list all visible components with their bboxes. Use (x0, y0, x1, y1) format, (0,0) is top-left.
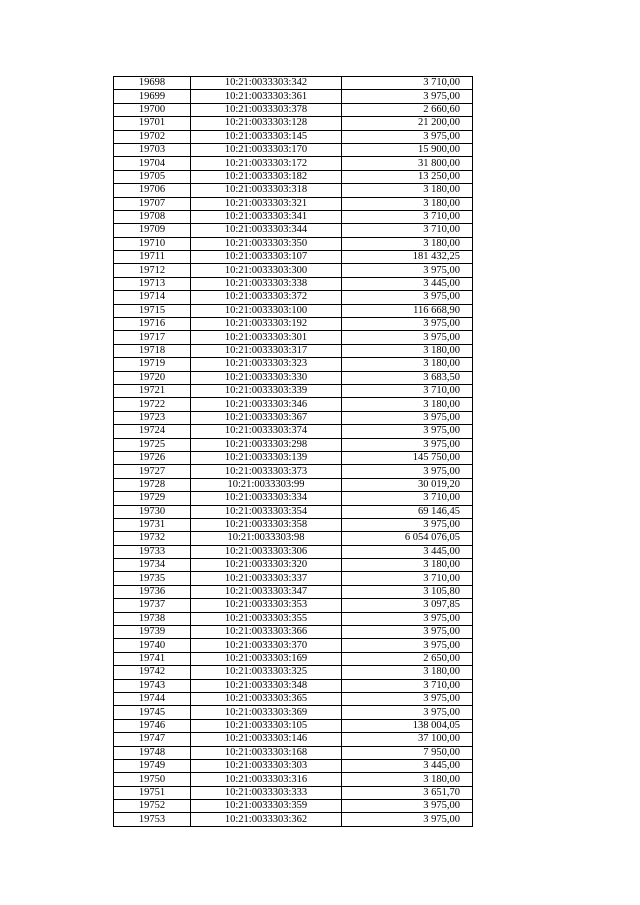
value-cell: 21 200,00 (342, 117, 473, 130)
row-number-cell: 19738 (114, 612, 191, 625)
table-row (114, 652, 473, 665)
table-row (114, 371, 473, 384)
cadastral-number-cell: 10:21:0033303:341 (191, 210, 342, 223)
row-number-cell: 19747 (114, 733, 191, 746)
cadastral-number-cell: 10:21:0033303:316 (191, 773, 342, 786)
row-number-cell: 19699 (114, 90, 191, 103)
table-row (114, 639, 473, 652)
table-row (114, 478, 473, 491)
table-row (114, 331, 473, 344)
row-number-cell: 19731 (114, 518, 191, 531)
row-number-cell: 19726 (114, 451, 191, 464)
cadastral-number-cell: 10:21:0033303:334 (191, 492, 342, 505)
value-cell: 3 710,00 (342, 492, 473, 505)
value-cell: 15 900,00 (342, 143, 473, 156)
table-row (114, 733, 473, 746)
cadastral-number-cell: 10:21:0033303:374 (191, 425, 342, 438)
value-cell: 3 975,00 (342, 800, 473, 813)
row-number-cell: 19718 (114, 344, 191, 357)
cadastral-number-cell: 10:21:0033303:354 (191, 505, 342, 518)
cadastral-number-cell: 10:21:0033303:169 (191, 652, 342, 665)
table-body (114, 77, 473, 827)
row-number-cell: 19742 (114, 666, 191, 679)
row-number-cell: 19702 (114, 130, 191, 143)
value-cell: 3 975,00 (342, 465, 473, 478)
row-number-cell: 19740 (114, 639, 191, 652)
value-cell: 3 975,00 (342, 518, 473, 531)
value-cell: 138 004,05 (342, 719, 473, 732)
row-number-cell: 19734 (114, 559, 191, 572)
row-number-cell: 19716 (114, 318, 191, 331)
row-number-cell: 19749 (114, 759, 191, 772)
table-row (114, 384, 473, 397)
cadastral-number-cell: 10:21:0033303:346 (191, 398, 342, 411)
table-row (114, 773, 473, 786)
table-row (114, 170, 473, 183)
row-number-cell: 19750 (114, 773, 191, 786)
row-number-cell: 19719 (114, 358, 191, 371)
table-row (114, 626, 473, 639)
cadastral-number-cell: 10:21:0033303:128 (191, 117, 342, 130)
cadastral-number-cell: 10:21:0033303:378 (191, 103, 342, 116)
table-row (114, 251, 473, 264)
row-number-cell: 19739 (114, 626, 191, 639)
row-number-cell: 19730 (114, 505, 191, 518)
cadastral-number-cell: 10:21:0033303:342 (191, 77, 342, 90)
value-cell: 3 180,00 (342, 773, 473, 786)
value-cell: 69 146,45 (342, 505, 473, 518)
table-row (114, 237, 473, 250)
cadastral-number-cell: 10:21:0033303:168 (191, 746, 342, 759)
row-number-cell: 19707 (114, 197, 191, 210)
value-cell: 3 975,00 (342, 639, 473, 652)
value-cell: 13 250,00 (342, 170, 473, 183)
value-cell: 3 710,00 (342, 224, 473, 237)
row-number-cell: 19708 (114, 210, 191, 223)
row-number-cell: 19721 (114, 384, 191, 397)
cadastral-number-cell: 10:21:0033303:333 (191, 786, 342, 799)
cadastral-number-cell: 10:21:0033303:358 (191, 518, 342, 531)
value-cell: 31 800,00 (342, 157, 473, 170)
table-row (114, 184, 473, 197)
cadastral-number-cell: 10:21:0033303:317 (191, 344, 342, 357)
cadastral-number-cell: 10:21:0033303:339 (191, 384, 342, 397)
cadastral-number-cell: 10:21:0033303:325 (191, 666, 342, 679)
value-cell: 3 710,00 (342, 384, 473, 397)
table-row (114, 117, 473, 130)
cadastral-number-cell: 10:21:0033303:146 (191, 733, 342, 746)
cadastral-number-cell: 10:21:0033303:192 (191, 318, 342, 331)
table-row (114, 746, 473, 759)
table-row (114, 425, 473, 438)
table-row (114, 264, 473, 277)
cadastral-value-table (113, 76, 473, 827)
row-number-cell: 19737 (114, 599, 191, 612)
value-cell: 3 180,00 (342, 344, 473, 357)
cadastral-number-cell: 10:21:0033303:369 (191, 706, 342, 719)
row-number-cell: 19703 (114, 143, 191, 156)
cadastral-number-cell: 10:21:0033303:318 (191, 184, 342, 197)
table-row (114, 679, 473, 692)
value-cell: 3 445,00 (342, 759, 473, 772)
value-cell: 145 750,00 (342, 451, 473, 464)
value-cell: 3 180,00 (342, 237, 473, 250)
value-cell: 3 975,00 (342, 264, 473, 277)
cadastral-number-cell: 10:21:0033303:344 (191, 224, 342, 237)
cadastral-number-cell: 10:21:0033303:361 (191, 90, 342, 103)
cadastral-number-cell: 10:21:0033303:366 (191, 626, 342, 639)
table-row (114, 492, 473, 505)
value-cell: 3 445,00 (342, 277, 473, 290)
table-row (114, 77, 473, 90)
row-number-cell: 19735 (114, 572, 191, 585)
row-number-cell: 19698 (114, 77, 191, 90)
cadastral-number-cell: 10:21:0033303:365 (191, 692, 342, 705)
table-row (114, 358, 473, 371)
table-row (114, 813, 473, 826)
cadastral-number-cell: 10:21:0033303:348 (191, 679, 342, 692)
table-row (114, 518, 473, 531)
table-row (114, 599, 473, 612)
value-cell: 37 100,00 (342, 733, 473, 746)
value-cell: 3 180,00 (342, 666, 473, 679)
cadastral-number-cell: 10:21:0033303:373 (191, 465, 342, 478)
table-row (114, 304, 473, 317)
table-row (114, 411, 473, 424)
cadastral-number-cell: 10:21:0033303:303 (191, 759, 342, 772)
table-row (114, 532, 473, 545)
row-number-cell: 19745 (114, 706, 191, 719)
cadastral-number-cell: 10:21:0033303:172 (191, 157, 342, 170)
cadastral-number-cell: 10:21:0033303:99 (191, 478, 342, 491)
cadastral-number-cell: 10:21:0033303:300 (191, 264, 342, 277)
table-row (114, 398, 473, 411)
cadastral-number-cell: 10:21:0033303:367 (191, 411, 342, 424)
table-row (114, 719, 473, 732)
cadastral-number-cell: 10:21:0033303:145 (191, 130, 342, 143)
cadastral-number-cell: 10:21:0033303:323 (191, 358, 342, 371)
table-row (114, 559, 473, 572)
cadastral-number-cell: 10:21:0033303:353 (191, 599, 342, 612)
row-number-cell: 19706 (114, 184, 191, 197)
row-number-cell: 19720 (114, 371, 191, 384)
row-number-cell: 19701 (114, 117, 191, 130)
cadastral-number-cell: 10:21:0033303:330 (191, 371, 342, 384)
cadastral-number-cell: 10:21:0033303:338 (191, 277, 342, 290)
cadastral-number-cell: 10:21:0033303:359 (191, 800, 342, 813)
row-number-cell: 19729 (114, 492, 191, 505)
table-row (114, 451, 473, 464)
row-number-cell: 19710 (114, 237, 191, 250)
table-row (114, 130, 473, 143)
value-cell: 3 683,50 (342, 371, 473, 384)
table-row (114, 505, 473, 518)
row-number-cell: 19717 (114, 331, 191, 344)
cadastral-number-cell: 10:21:0033303:301 (191, 331, 342, 344)
value-cell: 3 445,00 (342, 545, 473, 558)
row-number-cell: 19700 (114, 103, 191, 116)
table-row (114, 318, 473, 331)
cadastral-number-cell: 10:21:0033303:98 (191, 532, 342, 545)
table-row (114, 786, 473, 799)
value-cell: 3 975,00 (342, 331, 473, 344)
value-cell: 3 180,00 (342, 358, 473, 371)
row-number-cell: 19715 (114, 304, 191, 317)
cadastral-number-cell: 10:21:0033303:170 (191, 143, 342, 156)
row-number-cell: 19728 (114, 478, 191, 491)
cadastral-number-cell: 10:21:0033303:100 (191, 304, 342, 317)
table-row (114, 545, 473, 558)
row-number-cell: 19714 (114, 291, 191, 304)
cadastral-number-cell: 10:21:0033303:372 (191, 291, 342, 304)
table-row (114, 612, 473, 625)
value-cell: 3 710,00 (342, 210, 473, 223)
value-cell: 3 180,00 (342, 184, 473, 197)
value-cell: 3 975,00 (342, 90, 473, 103)
row-number-cell: 19727 (114, 465, 191, 478)
cadastral-number-cell: 10:21:0033303:320 (191, 559, 342, 572)
value-cell: 116 668,90 (342, 304, 473, 317)
table-row (114, 103, 473, 116)
table-row (114, 759, 473, 772)
cadastral-number-cell: 10:21:0033303:321 (191, 197, 342, 210)
cadastral-number-cell: 10:21:0033303:362 (191, 813, 342, 826)
table-row (114, 157, 473, 170)
value-cell: 3 975,00 (342, 438, 473, 451)
row-number-cell: 19743 (114, 679, 191, 692)
row-number-cell: 19713 (114, 277, 191, 290)
table-row (114, 344, 473, 357)
row-number-cell: 19741 (114, 652, 191, 665)
table-row (114, 800, 473, 813)
row-number-cell: 19725 (114, 438, 191, 451)
row-number-cell: 19705 (114, 170, 191, 183)
cadastral-number-cell: 10:21:0033303:105 (191, 719, 342, 732)
cadastral-number-cell: 10:21:0033303:306 (191, 545, 342, 558)
value-cell: 2 650,00 (342, 652, 473, 665)
cadastral-number-cell: 10:21:0033303:347 (191, 585, 342, 598)
table-row (114, 666, 473, 679)
cadastral-number-cell: 10:21:0033303:298 (191, 438, 342, 451)
value-cell: 7 950,00 (342, 746, 473, 759)
table-row (114, 90, 473, 103)
value-cell: 3 975,00 (342, 692, 473, 705)
table-row (114, 277, 473, 290)
value-cell: 3 975,00 (342, 425, 473, 438)
value-cell: 3 180,00 (342, 398, 473, 411)
table-row (114, 210, 473, 223)
value-cell: 3 975,00 (342, 612, 473, 625)
table-row (114, 585, 473, 598)
value-cell: 2 660,60 (342, 103, 473, 116)
row-number-cell: 19744 (114, 692, 191, 705)
table-row (114, 197, 473, 210)
table-row (114, 143, 473, 156)
row-number-cell: 19722 (114, 398, 191, 411)
table-row (114, 692, 473, 705)
value-cell: 3 975,00 (342, 706, 473, 719)
row-number-cell: 19723 (114, 411, 191, 424)
table-row (114, 465, 473, 478)
row-number-cell: 19712 (114, 264, 191, 277)
value-cell: 3 651,70 (342, 786, 473, 799)
cadastral-number-cell: 10:21:0033303:182 (191, 170, 342, 183)
row-number-cell: 19746 (114, 719, 191, 732)
row-number-cell: 19751 (114, 786, 191, 799)
value-cell: 3 975,00 (342, 291, 473, 304)
row-number-cell: 19732 (114, 532, 191, 545)
value-cell: 3 710,00 (342, 77, 473, 90)
cadastral-number-cell: 10:21:0033303:370 (191, 639, 342, 652)
value-cell: 3 180,00 (342, 197, 473, 210)
cadastral-number-cell: 10:21:0033303:355 (191, 612, 342, 625)
value-cell: 181 432,25 (342, 251, 473, 264)
value-cell: 6 054 076,05 (342, 532, 473, 545)
row-number-cell: 19748 (114, 746, 191, 759)
row-number-cell: 19753 (114, 813, 191, 826)
value-cell: 3 180,00 (342, 559, 473, 572)
value-cell: 3 105,80 (342, 585, 473, 598)
value-cell: 3 097,85 (342, 599, 473, 612)
value-cell: 3 975,00 (342, 130, 473, 143)
table-row (114, 572, 473, 585)
value-cell: 3 975,00 (342, 318, 473, 331)
row-number-cell: 19733 (114, 545, 191, 558)
row-number-cell: 19704 (114, 157, 191, 170)
table-row (114, 224, 473, 237)
value-cell: 3 710,00 (342, 679, 473, 692)
table-row (114, 706, 473, 719)
row-number-cell: 19709 (114, 224, 191, 237)
table-row (114, 438, 473, 451)
cadastral-number-cell: 10:21:0033303:350 (191, 237, 342, 250)
value-cell: 30 019,20 (342, 478, 473, 491)
row-number-cell: 19736 (114, 585, 191, 598)
cadastral-number-cell: 10:21:0033303:139 (191, 451, 342, 464)
value-cell: 3 975,00 (342, 626, 473, 639)
row-number-cell: 19711 (114, 251, 191, 264)
cadastral-number-cell: 10:21:0033303:107 (191, 251, 342, 264)
value-cell: 3 975,00 (342, 813, 473, 826)
value-cell: 3 710,00 (342, 572, 473, 585)
cadastral-number-cell: 10:21:0033303:337 (191, 572, 342, 585)
table-row (114, 291, 473, 304)
value-cell: 3 975,00 (342, 411, 473, 424)
row-number-cell: 19752 (114, 800, 191, 813)
row-number-cell: 19724 (114, 425, 191, 438)
